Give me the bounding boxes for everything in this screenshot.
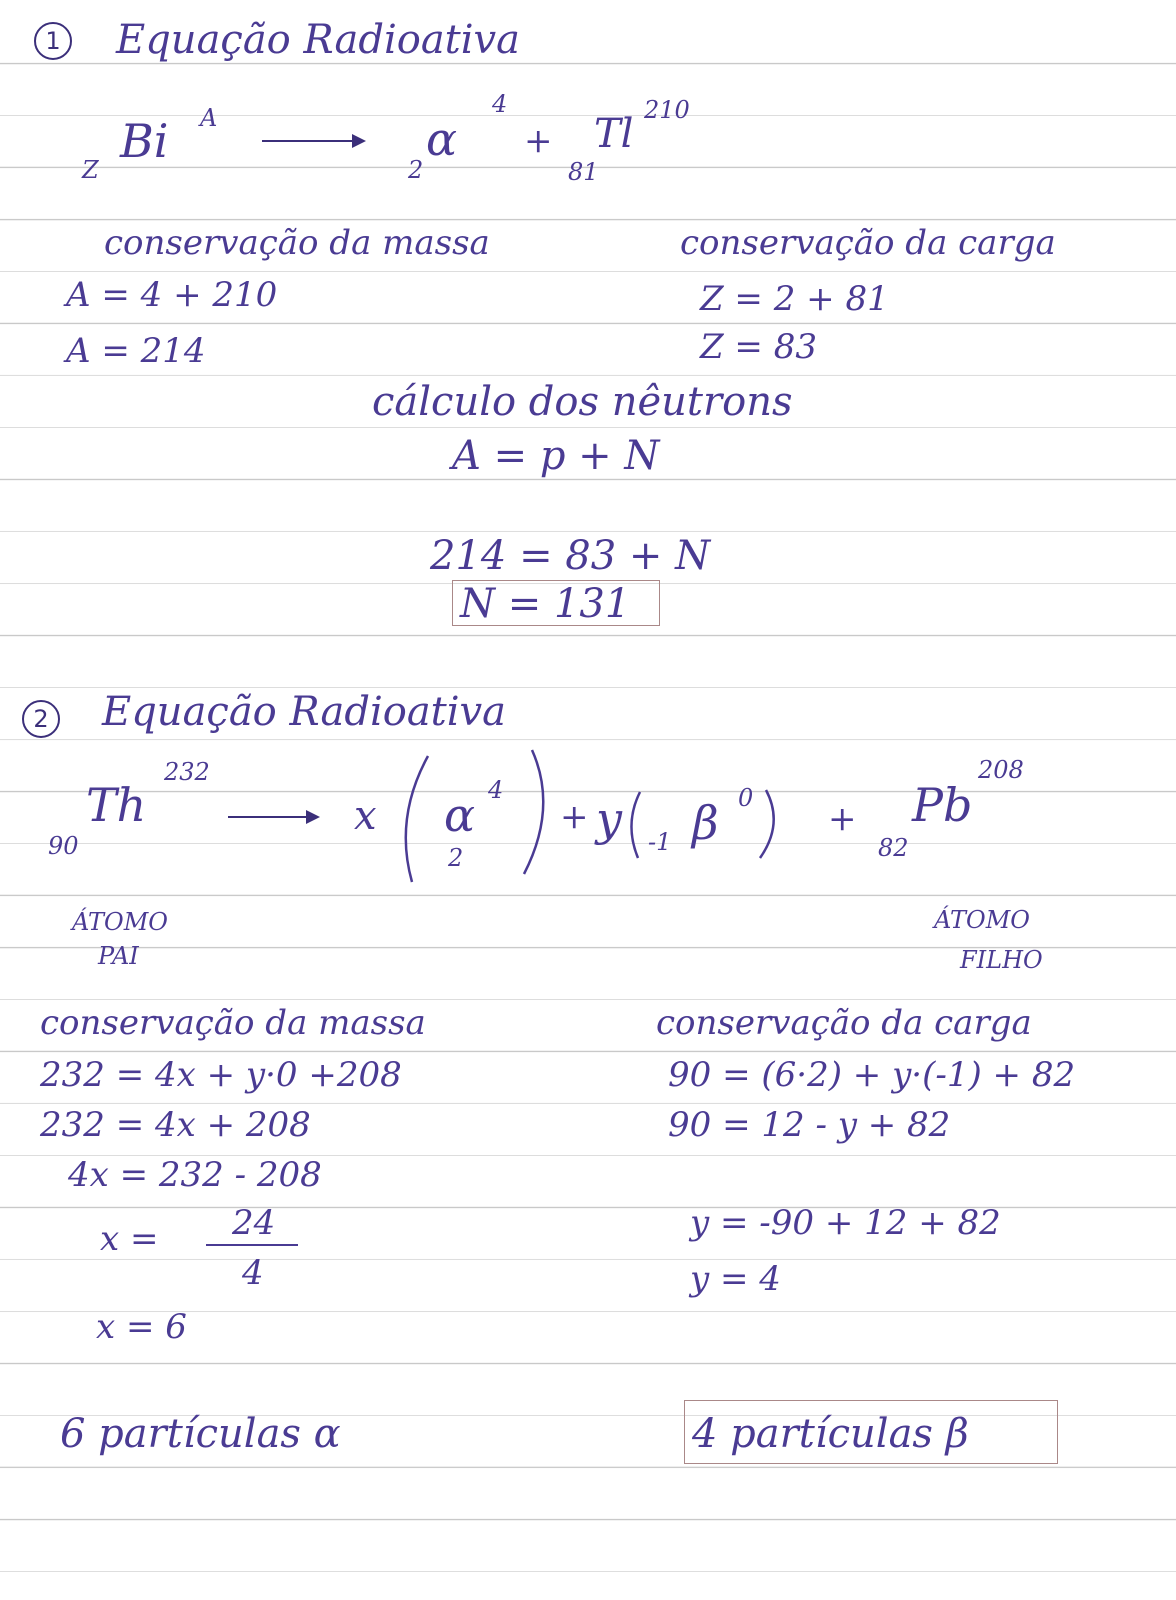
s2-mass-line-5: x = 6 bbox=[96, 1307, 187, 1347]
s2-mass-line-4: x = bbox=[100, 1219, 159, 1259]
s2-mass-line-3: 4x = 232 - 208 bbox=[68, 1155, 322, 1195]
s1-mass-title: conservação da massa bbox=[104, 223, 490, 263]
result-alpha: 6 partículas α bbox=[60, 1411, 341, 1457]
tl-mass-number: 210 bbox=[644, 96, 690, 124]
x-coefficient: x bbox=[354, 793, 377, 839]
s2-mass-title: conservação da massa bbox=[40, 1003, 426, 1043]
tl-symbol: Tl bbox=[594, 111, 634, 157]
section-1-number: 1 bbox=[34, 22, 72, 60]
alpha-parentheses bbox=[400, 748, 560, 888]
alpha-mass-2: 4 bbox=[488, 776, 504, 804]
th-atomic-number: 90 bbox=[48, 832, 79, 860]
alpha-mass-number: 4 bbox=[492, 90, 508, 118]
plus-sign-2: + bbox=[560, 797, 589, 837]
result-beta: 4 partículas β bbox=[692, 1411, 969, 1457]
alpha-atomic-number: 2 bbox=[408, 156, 424, 184]
reaction-arrow bbox=[262, 140, 362, 142]
s1-mass-line-2: A = 214 bbox=[66, 331, 206, 371]
s2-charge-line-4: y = 4 bbox=[690, 1259, 781, 1299]
x-fraction-bar bbox=[206, 1244, 298, 1246]
tl-atomic-number: 81 bbox=[568, 158, 599, 186]
y-coefficient: y bbox=[596, 792, 622, 846]
s1-charge-line-2: Z = 83 bbox=[700, 327, 817, 367]
s2-charge-line-1: 90 = (6·2) + y·(-1) + 82 bbox=[668, 1055, 1076, 1095]
pb-mass-number: 208 bbox=[978, 756, 1024, 784]
bi-atomic-number: Z bbox=[82, 156, 99, 184]
th-mass-number: 232 bbox=[164, 758, 210, 786]
x-fraction-numerator: 24 bbox=[232, 1203, 276, 1243]
th-symbol: Th bbox=[86, 778, 147, 832]
beta-atomic-number: -1 bbox=[648, 828, 672, 856]
neutron-result: N = 131 bbox=[460, 581, 631, 627]
section-2-number: 2 bbox=[22, 700, 60, 738]
beta-symbol: β bbox=[692, 796, 719, 850]
neutron-title: cálculo dos nêutrons bbox=[372, 379, 793, 425]
bi-mass-number: A bbox=[200, 104, 218, 132]
neutron-formula: A = p + N bbox=[452, 433, 660, 479]
x-fraction-denominator: 4 bbox=[242, 1253, 264, 1293]
beta-mass-number: 0 bbox=[738, 784, 754, 812]
s1-mass-line-1: A = 4 + 210 bbox=[66, 275, 278, 315]
s1-charge-title: conservação da carga bbox=[680, 223, 1056, 263]
plus-sign-3: + bbox=[828, 799, 857, 839]
s2-charge-title: conservação da carga bbox=[656, 1003, 1032, 1043]
s2-mass-line-2: 232 = 4x + 208 bbox=[40, 1105, 311, 1145]
child-atom-label-1: ÁTOMO bbox=[934, 906, 1030, 934]
bi-symbol: Bi bbox=[120, 114, 169, 168]
s2-charge-line-3: y = -90 + 12 + 82 bbox=[690, 1203, 1001, 1243]
alpha-symbol-2: α bbox=[444, 788, 476, 842]
s1-charge-line-1: Z = 2 + 81 bbox=[700, 279, 889, 319]
s2-charge-line-2: 90 = 12 - y + 82 bbox=[668, 1105, 951, 1145]
plus-sign: + bbox=[524, 121, 553, 161]
pb-symbol: Pb bbox=[912, 778, 973, 832]
alpha-symbol: α bbox=[426, 112, 458, 166]
child-atom-label-2: FILHO bbox=[960, 946, 1043, 974]
neutron-substitution: 214 = 83 + N bbox=[430, 533, 711, 579]
reaction-arrow-2 bbox=[228, 816, 316, 818]
s2-mass-line-1: 232 = 4x + y·0 +208 bbox=[40, 1055, 402, 1095]
section-2-title: Equação Radioativa bbox=[102, 689, 506, 735]
alpha-z-2: 2 bbox=[448, 844, 464, 872]
section-1-title: Equação Radioativa bbox=[116, 17, 520, 63]
parent-atom-label-2: PAI bbox=[98, 942, 139, 970]
parent-atom-label-1: ÁTOMO bbox=[72, 908, 168, 936]
pb-atomic-number: 82 bbox=[878, 834, 909, 862]
